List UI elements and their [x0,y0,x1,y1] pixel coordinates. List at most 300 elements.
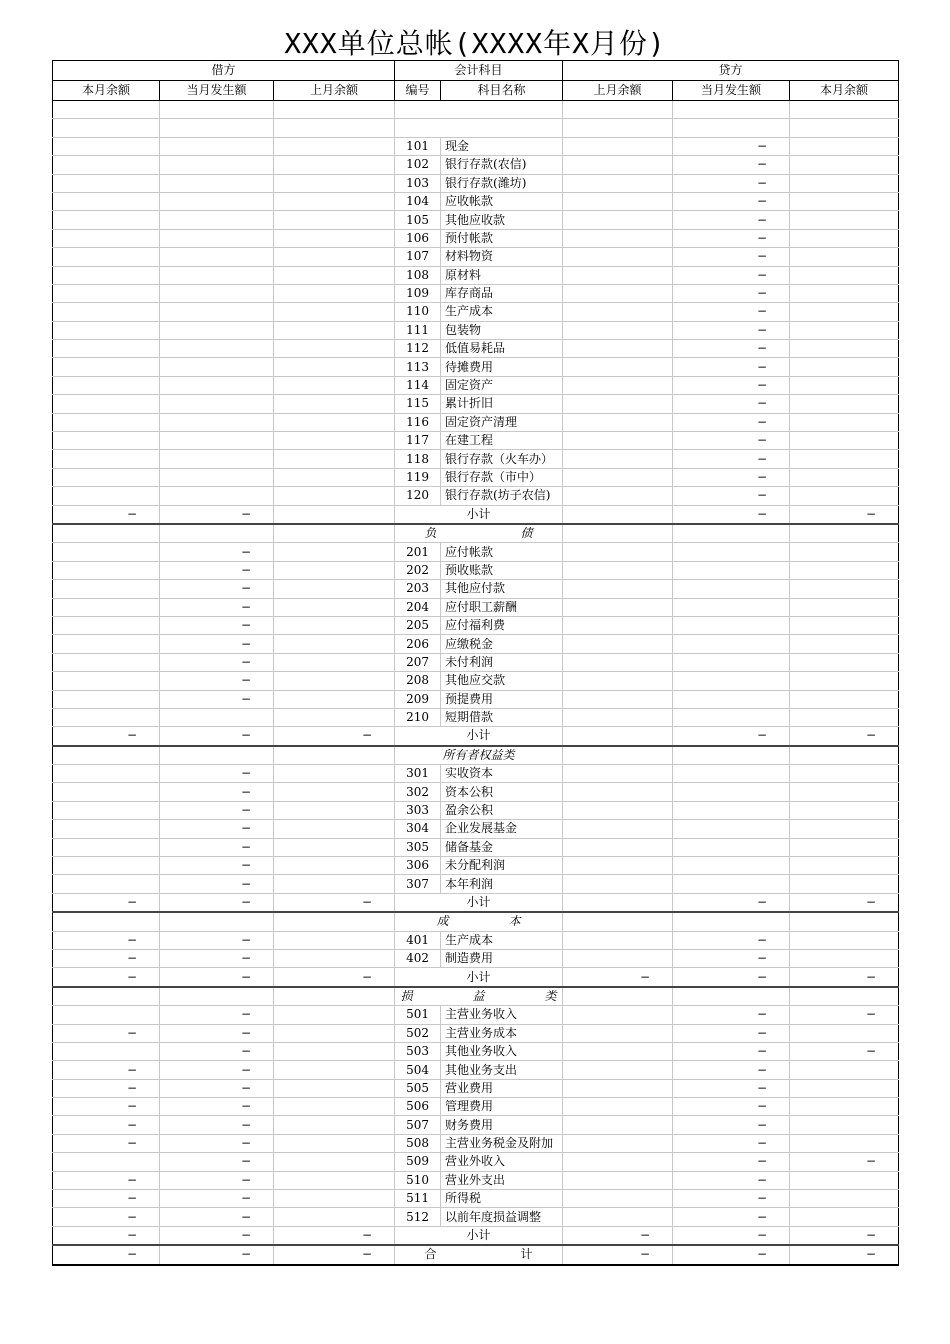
subtotal-label: 小计 [395,968,563,987]
credit-current-balance-cell [790,931,899,949]
account-row [53,1061,899,1079]
debit-month-amount-cell [160,266,274,284]
credit-current-balance-cell [790,468,899,486]
credit-prev-balance-cell: − [563,1226,673,1245]
credit-month-amount-cell [673,708,790,726]
account-name: 银行存款（火车办） [441,450,563,468]
credit-month-amount-cell: − [673,1042,790,1060]
debit-current-balance-cell [53,912,160,931]
col-account-name: 科目名称 [441,81,563,101]
credit-prev-balance-cell [563,211,673,229]
debit-prev-balance-cell [274,192,395,210]
credit-current-balance-cell [790,101,899,119]
debit-month-amount-cell: − [160,1006,274,1024]
debit-prev-balance-cell [274,358,395,376]
account-name: 其他应交款 [441,672,563,690]
subtotal-label: 小计 [395,505,563,524]
credit-prev-balance-cell [563,653,673,671]
col-credit-current-balance: 本月余额 [790,81,899,101]
debit-prev-balance-cell [274,376,395,394]
debit-prev-balance-cell [274,1208,395,1226]
credit-current-balance-cell [790,635,899,653]
credit-current-balance-cell [790,450,899,468]
account-row [53,1079,899,1097]
debit-current-balance-cell [53,376,160,394]
account-header: 会计科目 [395,61,563,81]
debit-current-balance-cell [53,801,160,819]
credit-current-balance-cell [790,765,899,783]
debit-prev-balance-cell [274,690,395,708]
account-row [53,1134,899,1152]
account-name: 银行存款（市中） [441,468,563,486]
debit-prev-balance-cell [274,635,395,653]
debit-prev-balance-cell [274,1024,395,1042]
debit-prev-balance-cell [274,708,395,726]
account-name: 主营业务税金及附加 [441,1134,563,1152]
credit-prev-balance-cell [563,524,673,543]
account-name: 预付帐款 [441,229,563,247]
debit-month-amount-cell: − [160,1042,274,1060]
credit-prev-balance-cell [563,119,673,137]
debit-prev-balance-cell [274,487,395,505]
debit-prev-balance-cell [274,857,395,875]
debit-month-amount-cell: − [160,1245,274,1264]
debit-current-balance-cell [53,857,160,875]
credit-current-balance-cell [790,690,899,708]
debit-month-amount-cell: − [160,949,274,967]
account-row [53,358,899,376]
debit-current-balance-cell [53,137,160,155]
credit-current-balance-cell [790,229,899,247]
credit-prev-balance-cell [563,949,673,967]
credit-prev-balance-cell [563,708,673,726]
account-name: 企业发展基金 [441,820,563,838]
credit-prev-balance-cell [563,1134,673,1152]
account-name: 短期借款 [441,708,563,726]
credit-month-amount-cell: − [673,395,790,413]
credit-prev-balance-cell [563,635,673,653]
debit-current-balance-cell [53,229,160,247]
debit-prev-balance-cell [274,211,395,229]
account-code: 112 [395,340,441,358]
debit-prev-balance-cell [274,783,395,801]
account-code: 207 [395,653,441,671]
account-row [53,156,899,174]
account-row [53,284,899,302]
account-code: 303 [395,801,441,819]
credit-prev-balance-cell [563,672,673,690]
subtotal-row [53,505,899,524]
credit-current-balance-cell [790,801,899,819]
debit-month-amount-cell: − [160,968,274,987]
debit-current-balance-cell [53,468,160,486]
debit-month-amount-cell: − [160,875,274,893]
credit-prev-balance-cell [563,1190,673,1208]
credit-prev-balance-cell [563,156,673,174]
debit-month-amount-cell: − [160,543,274,561]
debit-current-balance-cell [53,487,160,505]
section-header-row [53,912,899,931]
account-name: 所得税 [441,1190,563,1208]
debit-month-amount-cell [160,987,274,1006]
credit-current-balance-cell: − [790,1226,899,1245]
col-credit-month-amount: 当月发生额 [673,81,790,101]
account-row [53,1042,899,1060]
account-row [53,229,899,247]
credit-month-amount-cell: − [673,1245,790,1264]
debit-month-amount-cell [160,413,274,431]
debit-prev-balance-cell [274,468,395,486]
debit-current-balance-cell: − [53,949,160,967]
debit-current-balance-cell: − [53,1208,160,1226]
debit-month-amount-cell [160,248,274,266]
account-code: 209 [395,690,441,708]
debit-prev-balance-cell [274,413,395,431]
debit-prev-balance-cell [274,101,395,119]
account-code: 202 [395,561,441,579]
account-code: 503 [395,1042,441,1060]
credit-current-balance-cell [790,838,899,856]
debit-month-amount-cell [160,340,274,358]
debit-current-balance-cell [53,524,160,543]
credit-prev-balance-cell [563,912,673,931]
credit-month-amount-cell: − [673,1226,790,1245]
credit-prev-balance-cell: − [563,968,673,987]
credit-current-balance-cell [790,708,899,726]
debit-month-amount-cell: − [160,820,274,838]
credit-prev-balance-cell [563,1061,673,1079]
credit-current-balance-cell [790,137,899,155]
account-name: 营业外支出 [441,1171,563,1189]
debit-current-balance-cell [53,211,160,229]
debit-month-amount-cell: − [160,653,274,671]
credit-month-amount-cell: − [673,727,790,746]
account-row [53,340,899,358]
credit-prev-balance-cell [563,580,673,598]
credit-current-balance-cell [790,616,899,634]
account-code: 101 [395,137,441,155]
debit-month-amount-cell: − [160,1226,274,1245]
credit-month-amount-cell [673,616,790,634]
credit-current-balance-cell [790,413,899,431]
debit-prev-balance-cell [274,156,395,174]
debit-current-balance-cell [53,432,160,450]
credit-month-amount-cell: − [673,1079,790,1097]
debit-current-balance-cell [53,284,160,302]
account-name: 其他应付款 [441,580,563,598]
debit-prev-balance-cell [274,746,395,765]
credit-month-amount-cell: − [673,432,790,450]
credit-prev-balance-cell [563,340,673,358]
credit-month-amount-cell: − [673,340,790,358]
account-row [53,635,899,653]
account-code: 109 [395,284,441,302]
debit-prev-balance-cell [274,450,395,468]
credit-prev-balance-cell [563,1098,673,1116]
credit-month-amount-cell: − [673,1153,790,1171]
debit-prev-balance-cell [274,987,395,1006]
debit-current-balance-cell: − [53,1061,160,1079]
debit-current-balance-cell [53,635,160,653]
col-debit-prev-balance: 上月余额 [274,81,395,101]
subtotal-row [53,727,899,746]
credit-month-amount-cell [673,746,790,765]
debit-prev-balance-cell [274,1006,395,1024]
account-row [53,616,899,634]
debit-prev-balance-cell: − [274,727,395,746]
credit-month-amount-cell: − [673,303,790,321]
credit-month-amount-cell: − [673,468,790,486]
debit-prev-balance-cell [274,1042,395,1060]
credit-month-amount-cell [673,561,790,579]
credit-prev-balance-cell [563,192,673,210]
debit-prev-balance-cell [274,1061,395,1079]
account-row [53,672,899,690]
account-code: 113 [395,358,441,376]
credit-current-balance-cell: − [790,1245,899,1264]
credit-month-amount-cell: − [673,174,790,192]
credit-prev-balance-cell [563,598,673,616]
debit-month-amount-cell: − [160,1190,274,1208]
account-row [53,321,899,339]
account-row [53,1171,899,1189]
credit-prev-balance-cell [563,376,673,394]
subtotal-label: 小计 [395,893,563,912]
debit-prev-balance-cell [274,248,395,266]
account-name: 主营业务收入 [441,1006,563,1024]
account-name: 主营业务成本 [441,1024,563,1042]
account-code: 201 [395,543,441,561]
debit-current-balance-cell: − [53,1116,160,1134]
account-code: 506 [395,1098,441,1116]
credit-current-balance-cell [790,580,899,598]
account-name: 银行存款(坊子农信) [441,487,563,505]
debit-month-amount-cell [160,487,274,505]
debit-current-balance-cell [53,119,160,137]
subtotal-row [53,968,899,987]
credit-current-balance-cell [790,949,899,967]
debit-prev-balance-cell [274,1098,395,1116]
header-row-columns [53,81,899,101]
debit-prev-balance-cell [274,949,395,967]
account-code: 210 [395,708,441,726]
account-code: 306 [395,857,441,875]
debit-current-balance-cell [53,708,160,726]
account-code: 116 [395,413,441,431]
credit-month-amount-cell: − [673,968,790,987]
account-code: 111 [395,321,441,339]
credit-month-amount-cell: − [673,1098,790,1116]
credit-current-balance-cell [790,156,899,174]
account-row [53,376,899,394]
debit-current-balance-cell: − [53,727,160,746]
debit-current-balance-cell [53,413,160,431]
credit-prev-balance-cell [563,321,673,339]
credit-current-balance-cell [790,561,899,579]
credit-month-amount-cell [673,801,790,819]
account-row [53,211,899,229]
account-code: 119 [395,468,441,486]
account-row [53,580,899,598]
debit-current-balance-cell [53,1153,160,1171]
account-row [53,1190,899,1208]
account-name: 制造费用 [441,949,563,967]
account-name: 预提费用 [441,690,563,708]
debit-month-amount-cell [160,432,274,450]
account-code: 114 [395,376,441,394]
debit-month-amount-cell: − [160,1153,274,1171]
debit-current-balance-cell: − [53,931,160,949]
account-name: 在建工程 [441,432,563,450]
account-row [53,1098,899,1116]
credit-month-amount-cell [673,912,790,931]
debit-month-amount-cell: − [160,1171,274,1189]
credit-current-balance-cell [790,672,899,690]
account-code: 110 [395,303,441,321]
account-row [53,653,899,671]
credit-current-balance-cell [790,912,899,931]
section-label [395,101,563,119]
credit-month-amount-cell: − [673,192,790,210]
debit-prev-balance-cell: − [274,1245,395,1264]
debit-month-amount-cell [160,119,274,137]
account-name: 未分配利润 [441,857,563,875]
account-code: 305 [395,838,441,856]
debit-month-amount-cell: − [160,1061,274,1079]
section-label: 负 债 [395,524,563,543]
credit-month-amount-cell: − [673,284,790,302]
debit-month-amount-cell: − [160,616,274,634]
debit-current-balance-cell: − [53,1024,160,1042]
debit-current-balance-cell [53,358,160,376]
account-name: 以前年度损益调整 [441,1208,563,1226]
credit-current-balance-cell [790,174,899,192]
account-name: 固定资产 [441,376,563,394]
account-row [53,1208,899,1226]
debit-month-amount-cell: − [160,561,274,579]
account-code: 505 [395,1079,441,1097]
debit-current-balance-cell [53,653,160,671]
account-name: 生产成本 [441,303,563,321]
debit-prev-balance-cell [274,119,395,137]
account-code: 115 [395,395,441,413]
account-name: 固定资产清理 [441,413,563,431]
debit-month-amount-cell: − [160,580,274,598]
credit-current-balance-cell: − [790,727,899,746]
debit-prev-balance-cell [274,653,395,671]
debit-current-balance-cell [53,690,160,708]
credit-month-amount-cell: − [673,358,790,376]
credit-month-amount-cell: − [673,893,790,912]
credit-month-amount-cell: − [673,1208,790,1226]
credit-current-balance-cell [790,1116,899,1134]
credit-current-balance-cell [790,524,899,543]
credit-prev-balance-cell [563,543,673,561]
credit-current-balance-cell: − [790,1042,899,1060]
account-name: 其他应收款 [441,211,563,229]
account-code: 512 [395,1208,441,1226]
credit-current-balance-cell [790,376,899,394]
debit-prev-balance-cell [274,1153,395,1171]
debit-month-amount-cell [160,746,274,765]
credit-prev-balance-cell [563,820,673,838]
credit-prev-balance-cell [563,1116,673,1134]
credit-prev-balance-cell [563,838,673,856]
debit-month-amount-cell [160,174,274,192]
credit-prev-balance-cell [563,1079,673,1097]
debit-month-amount-cell [160,912,274,931]
credit-current-balance-cell [790,598,899,616]
credit-prev-balance-cell [563,561,673,579]
debit-current-balance-cell [53,248,160,266]
credit-current-balance-cell [790,987,899,1006]
credit-current-balance-cell: − [790,505,899,524]
debit-current-balance-cell: − [53,968,160,987]
section-header-row [53,524,899,543]
debit-prev-balance-cell [274,432,395,450]
debit-prev-balance-cell [274,395,395,413]
account-code: 120 [395,487,441,505]
debit-month-amount-cell [160,137,274,155]
debit-month-amount-cell [160,708,274,726]
account-name: 其他业务支出 [441,1061,563,1079]
debit-prev-balance-cell [274,1190,395,1208]
account-row [53,561,899,579]
credit-month-amount-cell: − [673,450,790,468]
section-label [395,119,563,137]
account-name: 资本公积 [441,783,563,801]
account-name: 应付职工薪酬 [441,598,563,616]
debit-current-balance-cell [53,820,160,838]
account-name: 营业费用 [441,1079,563,1097]
credit-month-amount-cell: − [673,156,790,174]
account-code: 205 [395,616,441,634]
account-name: 预收账款 [441,561,563,579]
credit-current-balance-cell [790,321,899,339]
credit-month-amount-cell: − [673,1190,790,1208]
account-name: 其他业务收入 [441,1042,563,1060]
debit-prev-balance-cell [274,820,395,838]
debit-month-amount-cell: − [160,690,274,708]
debit-current-balance-cell [53,1006,160,1024]
account-code: 511 [395,1190,441,1208]
credit-prev-balance-cell [563,1006,673,1024]
account-row [53,192,899,210]
account-name: 原材料 [441,266,563,284]
debit-month-amount-cell: − [160,1208,274,1226]
credit-month-amount-cell [673,857,790,875]
debit-month-amount-cell [160,211,274,229]
debit-month-amount-cell: − [160,672,274,690]
credit-current-balance-cell: − [790,1153,899,1171]
debit-current-balance-cell: − [53,1190,160,1208]
debit-current-balance-cell: − [53,505,160,524]
section-header-row [53,987,899,1006]
credit-month-amount-cell: − [673,266,790,284]
debit-current-balance-cell [53,561,160,579]
col-debit-month-amount: 当月发生额 [160,81,274,101]
credit-month-amount-cell: − [673,931,790,949]
credit-month-amount-cell [673,101,790,119]
credit-month-amount-cell [673,875,790,893]
section-label: 所有者权益类 [395,746,563,765]
credit-month-amount-cell: − [673,949,790,967]
account-row [53,174,899,192]
account-code: 502 [395,1024,441,1042]
credit-prev-balance-cell [563,893,673,912]
account-name: 应收帐款 [441,192,563,210]
credit-prev-balance-cell [563,266,673,284]
